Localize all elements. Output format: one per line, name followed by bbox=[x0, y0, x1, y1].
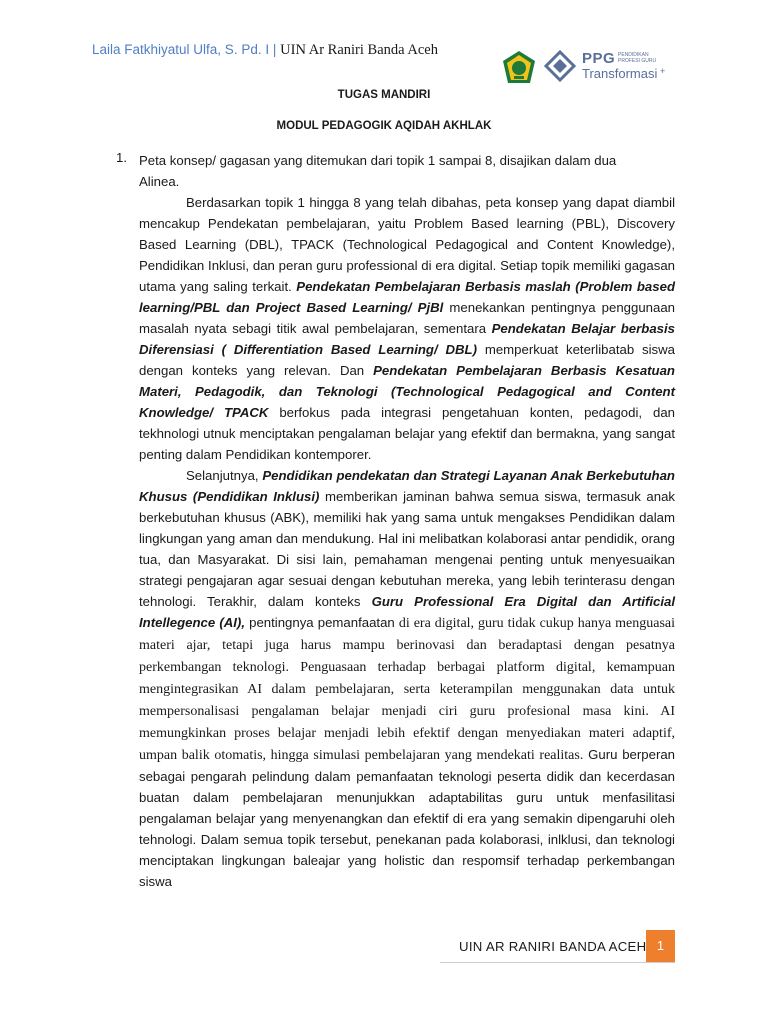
p1-emphasis-2: Pendekatan Belajar berbasis Diferensiasi ( Differentiation Based Learning/ DBL) bbox=[139, 321, 675, 357]
p1-text-3: memperkuat keterlibatab siswa dengan konteks yang relevan. Dan bbox=[139, 342, 675, 378]
p2-text-2: memberikan jaminan bahwa semua siswa, termasuk anak berkebutuhan khusus (ABK), memiliki hak yang sama untuk mengakses Pendidikan dalam lingkungan yang aman dan mendukung. Hal ini melibatkan kolaborasi antar pendidik, orang tua, dan Masyarakat. Di sisi lain, pemahaman mengenai penting untuk menyesuaikan strategi pengajaran agar sesuai dengan kebutuhan mereka, yang lebih terinterasu dengan tehnologi. Terakhir, dalam konteks bbox=[139, 489, 676, 609]
p2-emphasis-2: Guru Professional Era Digital dan Artificial Intellegence (AI), bbox=[139, 594, 675, 630]
p2-serif-text: di era digital, guru tidak cukup hanya menguasai materi ajar, tetapi juga harus mampu berinovasi dan beradaptasi dengan pesatnya perkembangan teknologi. Penguasaan terhadap berbagai platform digital, kemampuan mengintegrasikan AI dalam pembelajaran, serta keterampilan menggunakan data untuk mempersonalisasi pengalaman belajar menjadi ciri guru profesional masa kini. AI memungkinkan proses belajar menjadi lebih efektif dengan menyediakan materi adaptif, umpan balik otomatis, hingga simulasi pembelajaran yang mendekati realitas. bbox=[139, 616, 675, 763]
p2-text-4: Guru berperan sebagai pengarah pelindung dalam pemanfaatan teknologi peserta didik dan kecerdasan buatan dalam pembelajaran menunjukkan adaptabilitas guru untuk menfasilitasi pengalaman belajar yang menyenangkan dan efektif di era yang semakin dipengaruhi oleh tehnologi. Dalam semua topik tersebut, penekanan pada kolaborasi, inlklusi, dan teknologi menciptakan lingkungan baleajar yang holistic dan respomsif terhadap perkembangan siswa bbox=[139, 747, 676, 889]
footer-divider bbox=[440, 962, 675, 963]
kemenag-emblem-icon bbox=[502, 50, 536, 84]
document-subtitle: MODUL PEDAGOGIK AQIDAH AKHLAK bbox=[276, 120, 492, 132]
p1-emphasis-3: Pendekatan Pembelajaran Berbasis Kesatuan Materi, Pedagodik, dan Teknologi (Technological Pedagogical and Content Knowledge/ TPACK bbox=[139, 363, 675, 420]
paragraph-2 bbox=[139, 465, 675, 892]
ppg-small-text: PENDIDIKAN PROFESI GURU bbox=[618, 52, 657, 64]
footer-institution: UIN AR RANIRI BANDA ACEH bbox=[459, 939, 647, 954]
p1-text-1: Berdasarkan topik 1 hingga 8 yang telah dibahas, peta konsep yang dapat diambil mencakup Pendekatan pembelajaran, yaitu Problem Based learning (PBL), Discovery Based Learning (DBL), TPACK (Technological Pedagogical and Content Knowledge), Pendidikan Inklusi, dan peran guru professional di era digital. Setiap topik memiliki gagasan utama yang saling terkait. bbox=[139, 195, 675, 294]
p2-emphasis-1: Pendidikan pendekatan dan Strategi Layanan Anak Berkebutuhan Khusus (Pendidikan Inklusi) bbox=[139, 468, 675, 504]
author-name: Laila Fatkhiyatul Ulfa, S. Pd. I bbox=[92, 42, 270, 57]
list-item-text: Peta konsep/ gagasan yang ditemukan dari topik 1 sampai 8, disajikan dalam dua Alinea. bbox=[139, 153, 617, 189]
body-text bbox=[139, 192, 675, 892]
ppg-subtitle: Transformasi bbox=[582, 66, 658, 81]
page-number-badge: 1 bbox=[646, 930, 675, 962]
header-separator: | bbox=[272, 42, 277, 57]
list-item-number: 1. bbox=[116, 150, 127, 165]
ppg-brand: PPG bbox=[582, 50, 616, 67]
p2-text-3: pentingnya pemanfaatan bbox=[244, 615, 399, 630]
ppg-diamond-icon bbox=[544, 50, 576, 82]
p1-emphasis-1: Pendekatan Pembelajaran Berbasis maslah (Problem based learning/PBL dan Project Based Learning/ PjBl bbox=[139, 279, 675, 315]
document-title: TUGAS MANDIRI bbox=[337, 89, 431, 101]
p1-text-4: berfokus pada integrasi pengetahuan konten, pedagodi, dan tekhnologi utnuk menciptakan pengalaman belajar yang efektif dan bermakna, yang sangat penting dalam Pendidikan kontemporer. bbox=[139, 405, 675, 462]
ppg-plus: + bbox=[660, 66, 666, 76]
header-institution: UIN Ar Raniri Banda Aceh bbox=[280, 42, 438, 58]
p1-text-2: menekankan pentingnya penggunaan masalah nyata sebagi titik awal pembelajaran, sementara bbox=[139, 300, 676, 336]
p2-text-1: Selanjutnya, bbox=[186, 468, 263, 483]
header-author bbox=[92, 42, 438, 59]
paragraph-1 bbox=[139, 192, 675, 465]
